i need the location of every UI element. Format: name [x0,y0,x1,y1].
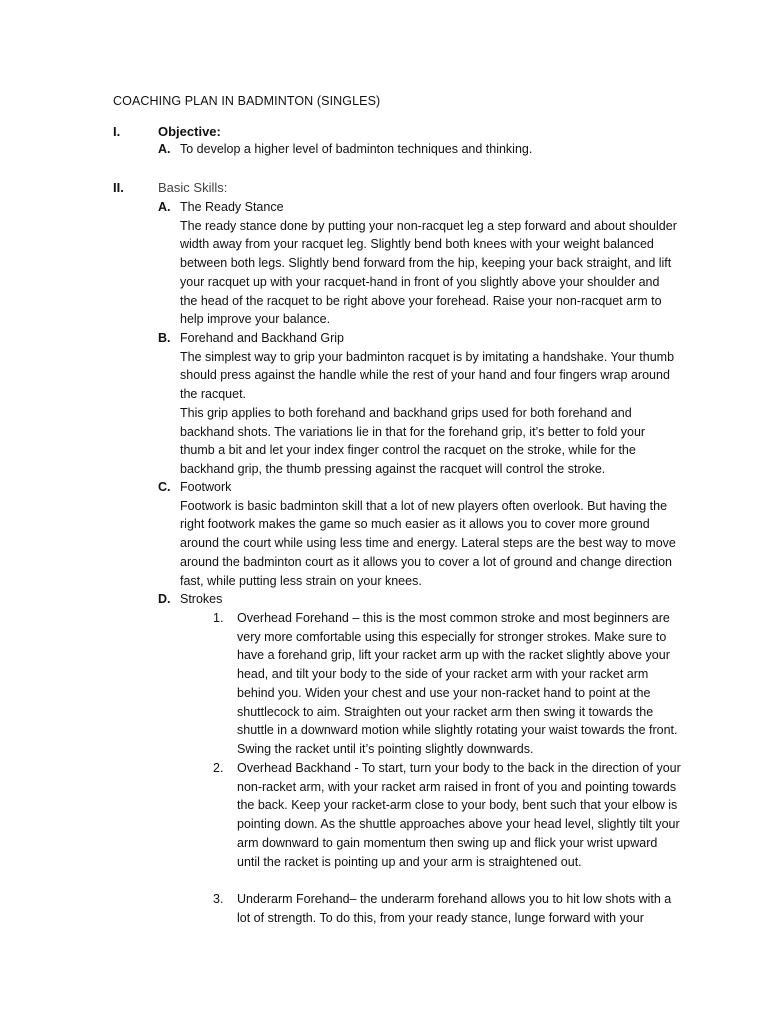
skill-paragraph: The simplest way to grip your badminton racquet is by imitating a handshake. Your thumb should press against the handle while the rest of your hand and four fingers wrap around the racquet. [180,349,675,402]
item-letter: A. [158,200,171,214]
section-heading-objective: Objective: [158,124,221,139]
stroke-item-overhead-forehand [213,609,683,759]
skill-heading: Footwork [180,480,232,494]
skill-item-strokes [158,590,678,609]
item-letter: B. [158,331,171,345]
stroke-item-overhead-backhand [213,759,683,871]
skill-heading: Forehand and Backhand Grip [180,331,344,345]
skill-heading: Strokes [180,592,223,606]
stroke-item-underarm-forehand [213,890,683,927]
item-letter: C. [158,480,171,494]
skill-paragraph: The ready stance done by putting your non-racquet leg a step forward and about shoulder width away from your racquet leg. Slightly bend both knees with your weight balanced between both legs. Slightly bend forward from the hip, keeping your back straight, and lift your racquet up with your racquet-hand in front of you slightly above your shoulder and the head of the racquet to be right above your forehead. Raise your non-racquet arm to help improve your balance. [180,218,677,327]
stroke-text: Overhead Backhand - To start, turn your body to the back in the direction of your non-racket arm, with your racket arm raised in front of you and pointing towards the back. Keep your racket-arm close to your body, bent such that your elbow is pointing down. As the shuttle approaches above your head level, slightly tilt your arm downward to gain momentum then swing up and flick your wrist upward until the racket is pointing up and your arm is straightened out. [237,761,681,869]
stroke-number: 1. [213,611,224,625]
document-title: COACHING PLAN IN BADMINTON (SINGLES) [113,94,381,108]
skill-item-grip [158,329,678,479]
item-letter: D. [158,592,171,606]
skill-paragraph: This grip applies to both forehand and backhand grips used for both forehand and backhand shots. The variations lie in that for the forehand grip, it’s better to fold your thumb a bit and let your index finger control the racquet on the stroke, while for the backhand grip, the thumb pressing against the racquet will control the stroke. [180,405,646,476]
skill-paragraph: Footwork is basic badminton skill that a lot of new players often overlook. But having the right footwork makes the game so much easier as it allows you to cover more ground around the court while using less time and energy. Lateral steps are the best way to move around the badminton court as it allows you to cover a lot of ground and change direction fast, while putting less strain on your knees. [180,498,676,588]
section-number-2: II. [113,180,124,195]
stroke-text: Underarm Forehand– the underarm forehand allows you to hit low shots with a lot of strength. To do this, from your ready stance, lunge forward with your [237,892,672,925]
stroke-text: Overhead Forehand – this is the most common stroke and most beginners are very more comfortable using this especially for stronger strokes. Make sure to have a forehand grip, lift your racket arm up with the racket slightly above your head, and tilt your body to the side of your racket arm with your racket arm behind you. Widen your chest and use your non-racket hand to point at the shuttlecock to aim. Straighten out your racket arm then swing it towards the shuttle in a downward motion while slightly rotating your waist towards the front. Swing the racket until it’s pointing slightly downwards. [237,611,678,756]
skill-heading: The Ready Stance [180,200,284,214]
stroke-number: 2. [213,761,224,775]
stroke-number: 3. [213,892,224,906]
item-letter: A. [158,142,171,156]
section-number-1: I. [113,124,121,139]
section-heading-basic-skills: Basic Skills: [158,180,228,195]
objective-item [158,142,532,156]
skill-item-footwork [158,478,678,590]
objective-text: To develop a higher level of badminton techniques and thinking. [180,142,533,156]
skill-item-ready-stance [158,198,678,329]
